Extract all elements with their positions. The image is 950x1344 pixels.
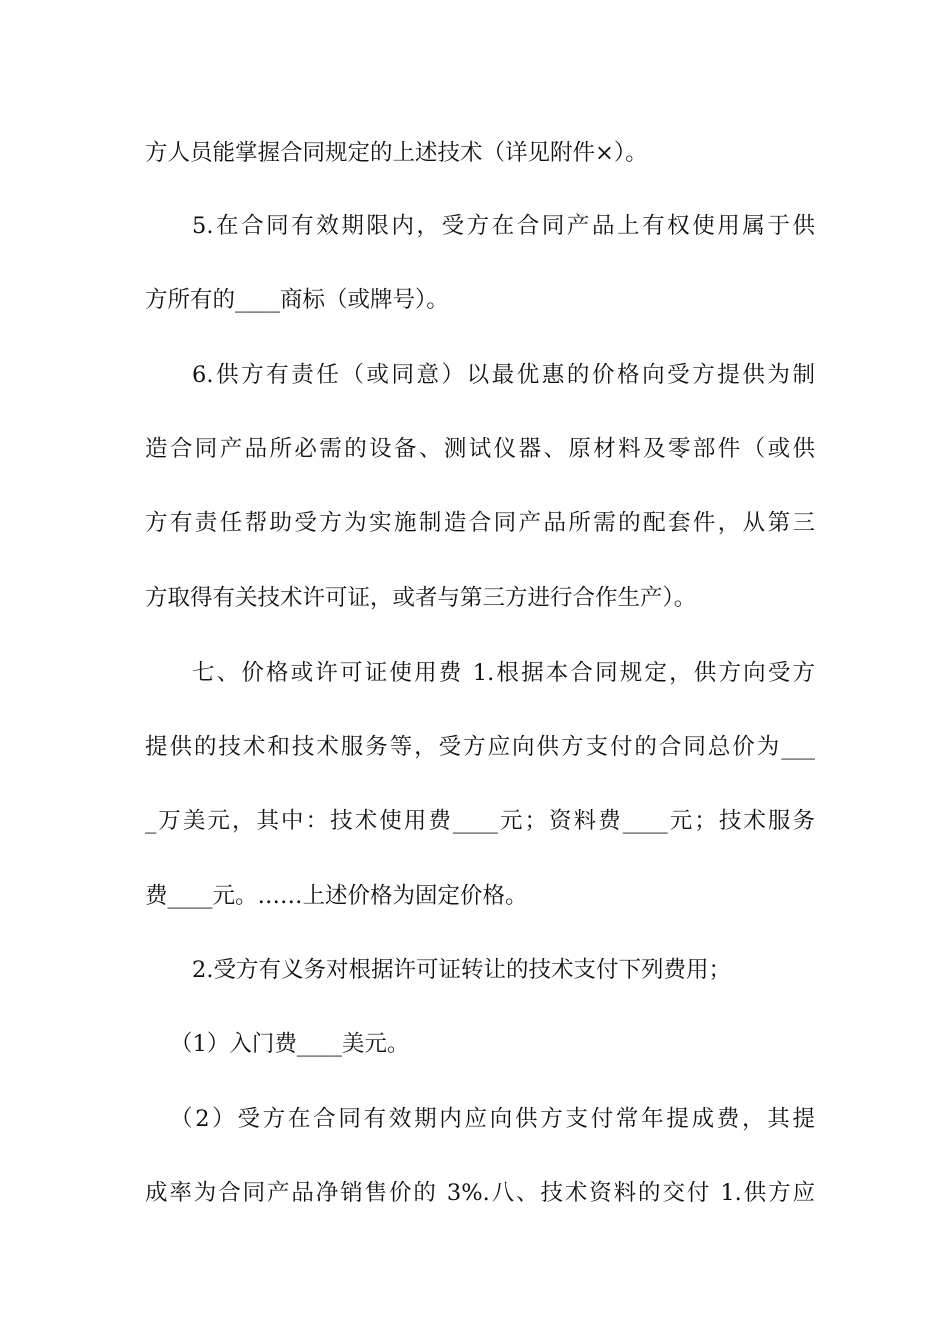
text-line-12: 2.受方有义务对根据许可证转让的技术支付下列费用； (192, 957, 731, 983)
text-line-5: 造合同产品所必需的设备、测试仪器、原材料及零部件（或供 (145, 436, 815, 462)
text-line-7: 方取得有关技术许可证，或者与第三方进行合作生产）。 (145, 585, 697, 611)
text-line-10: _万美元，其中：技术使用费____元；资料费____元；技术服务 (145, 808, 815, 834)
text-line-13: （1）入门费____美元。 (170, 1031, 410, 1057)
text-line-9: 提供的技术和技术服务等，受方应向供方支付的合同总价为___ (145, 734, 815, 760)
text-line-14: （2）受方在合同有效期内应向供方支付常年提成费，其提 (170, 1106, 815, 1132)
text-line-15: 成率为合同产品净销售价的 3%.八、技术资料的交付 1.供方应 (145, 1180, 815, 1206)
text-line-11: 费____元。……上述价格为固定价格。 (145, 883, 528, 909)
text-line-3: 方所有的____商标（或牌号）。 (145, 287, 449, 313)
text-line-1: 方人员能掌握合同规定的上述技术（详见附件×）。 (145, 140, 648, 166)
text-line-6: 方有责任帮助受方为实施制造合同产品所需的配套件，从第三 (145, 510, 815, 536)
text-line-2: 5.在合同有效期限内，受方在合同产品上有权使用属于供 (192, 213, 815, 239)
text-line-4: 6.供方有责任（或同意）以最优惠的价格向受方提供为制 (192, 362, 815, 388)
text-line-8: 七、价格或许可证使用费 1.根据本合同规定，供方向受方 (192, 660, 815, 686)
